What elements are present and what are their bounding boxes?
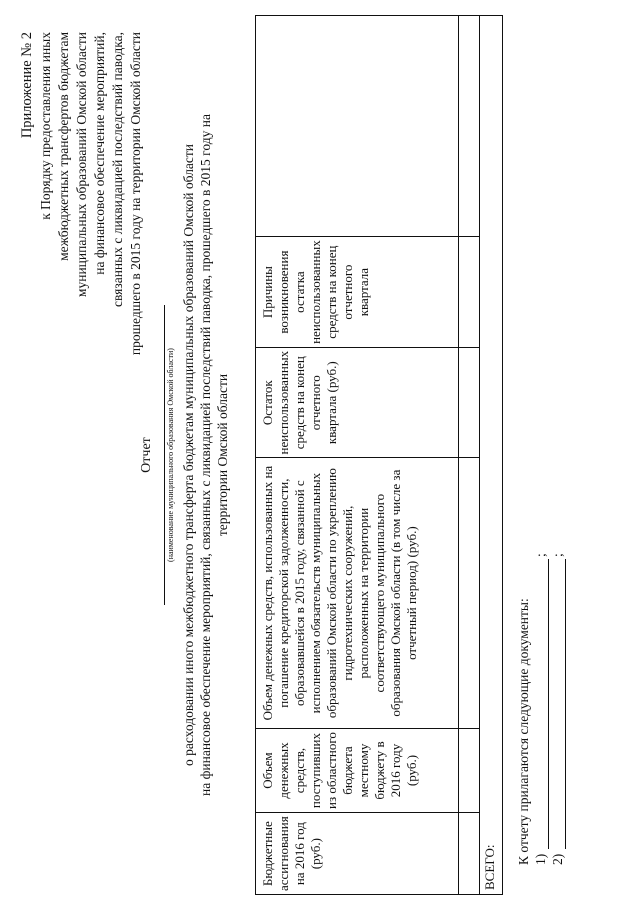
header-funds-used: Объем денежных средств, использованных на погашение кредиторской задолженности, образовавшейся в 2015 году, связанной с исполнением обязательств муниципальных образований Омской области по укреплению гидротехнических сооружений, расположенных на территории соответствующего муниципального образования Омской области (в том числе за отчетный период) (руб.) (256, 458, 459, 728)
attachment-item (532, 465, 549, 865)
municipality-fill-line (164, 305, 165, 605)
header-balance-reasons: Причины возникновения остатка неиспользованных средств на конец отчетного квартала (256, 237, 459, 348)
appendix-line: к Порядку предоставления иных (38, 32, 53, 220)
report-table-wrapper (255, 10, 503, 895)
appendix-line: на финансовое обеспечение мероприятий, (92, 32, 107, 275)
report-heading: Отчет (139, 437, 154, 473)
attachment-fill-line[interactable] (551, 559, 566, 849)
appendix-line: муниципальных образований Омской области (74, 32, 89, 298)
table-cell[interactable] (459, 458, 480, 728)
table-cell[interactable] (459, 813, 480, 895)
report-title-line: территории Омской области (215, 373, 230, 537)
appendix-line: прошедшего в 2015 году на территории Омской области (128, 32, 143, 356)
table-header-row (256, 16, 459, 895)
table-cell[interactable] (459, 16, 480, 237)
attachments-intro: К отчету прилагаются следующие документы: (516, 598, 531, 865)
appendix-header (18, 32, 145, 452)
municipality-label: (наименование муниципального образования Омской области) (166, 348, 175, 562)
table-cell[interactable] (459, 347, 480, 458)
table-cell[interactable] (459, 728, 480, 813)
attachment-end: ; (533, 553, 548, 557)
report-table (255, 15, 503, 895)
appendix-line: межбюджетных трансфертов бюджетам (56, 32, 71, 261)
attachment-end: ; (550, 553, 565, 557)
report-title-block (138, 15, 231, 895)
attachment-number: 1) (533, 853, 548, 865)
attachment-number: 2) (550, 853, 565, 865)
attachment-item (549, 465, 566, 865)
attachments-section (515, 465, 566, 865)
attachment-fill-line[interactable] (534, 559, 549, 849)
header-unused-balance: Остаток неиспользованных средств на конец отчетного квартала (руб.) (256, 347, 459, 458)
header-empty (256, 16, 459, 237)
table-cell[interactable] (459, 237, 480, 348)
header-budget-allocations: Бюджетные ассигнования на 2016 год (руб.) (256, 813, 459, 895)
appendix-line: связанных с ликвидацией последствий паводка, (110, 32, 125, 308)
total-label: ВСЕГО: (480, 16, 503, 895)
report-title-line: на финансовое обеспечение мероприятий, связанных с ликвидацией последствий паводка, прошедшего в 2015 году на (198, 114, 213, 796)
header-funds-received: Объем денежных средств, поступивших из областного бюджета местному бюджету в 2016 году (руб.) (256, 728, 459, 813)
appendix-number: Приложение № 2 (19, 32, 35, 139)
table-row (459, 16, 480, 895)
report-title-line: о расходовании иного межбюджетного трансферта бюджетам муниципальных образований Омской области (181, 143, 196, 767)
table-total-row (480, 16, 503, 895)
